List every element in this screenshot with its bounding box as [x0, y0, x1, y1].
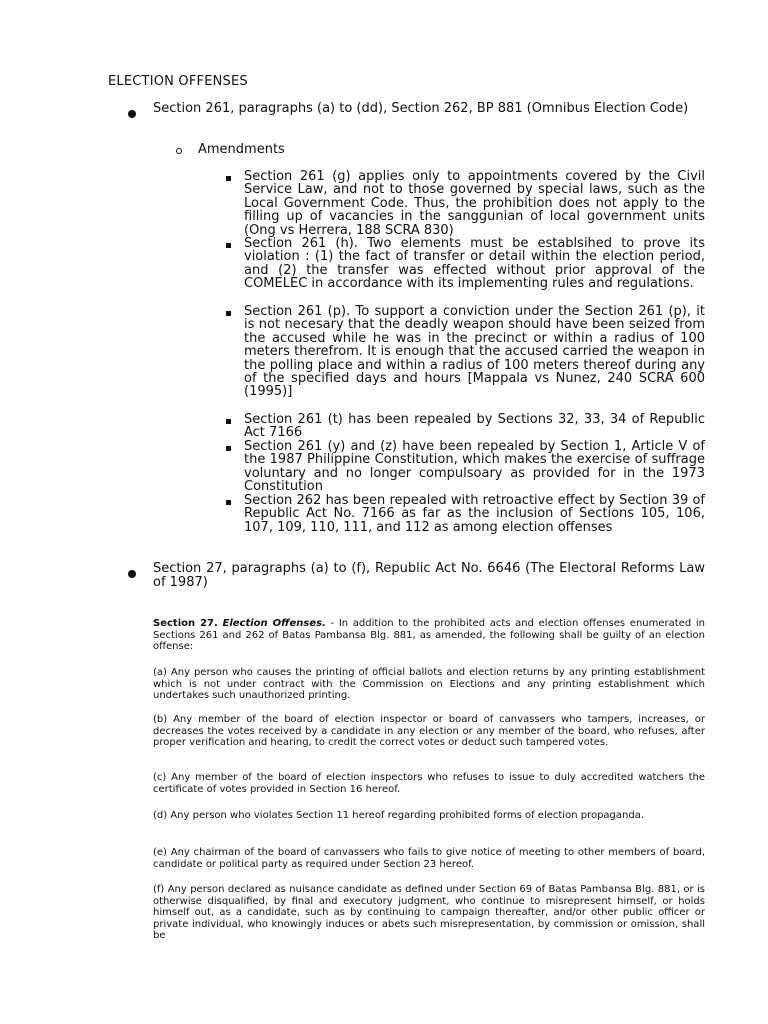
section27-item-b: (b) Any member of the board of election inspector or board of canvassers who tampers, increases, or decreases the votes received by a candidate in any election or any member of the board, who refuses, after proper verification and hearing, to credit the correct votes or deduct such tampered votes.	[153, 714, 705, 749]
section27-item-f: (f) Any person declared as nuisance candidate as defined under Section 69 of Batas Pambansa Blg. 881, or is otherwise disqualified, by final and executory judgment, who continue to misrepresent himself, or holds himself out, as a candidate, such as by continuing to campaign thereafter, and/or other public officer or private individual, who knowingly induces or abets such misrepresentation, by commission or omission, shall be	[153, 884, 705, 942]
section27-title: Election Offenses.	[222, 618, 326, 629]
bullet-square	[226, 500, 231, 505]
section27-item-d: (d) Any person who violates Section 11 hereof regarding prohibited forms of election propaganda.	[153, 810, 645, 821]
amendment-item: Section 261 (h). Two elements must be establsihed to prove its violation : (1) the fact of transfer or detail within the election period, and (2) the transfer was effected without prior approval of the COMELEC in accordance with its implementing rules and regulations.	[244, 236, 705, 292]
section27-item-e: (e) Any chairman of the board of canvassers who fails to give notice of meeting to other members of board, candidate or political party as required under Section 23 hereof.	[153, 847, 705, 870]
bullet-item-bp881: Section 261, paragraphs (a) to (dd), Section 262, BP 881 (Omnibus Election Code)	[153, 101, 689, 116]
section27-item-a: (a) Any person who causes the printing of official ballots and election returns by any printing establishment which is not under contract with the Commission on Elections and any printing establishment which undertakes such unauthorized printing.	[153, 667, 705, 702]
section27-item-c: (c) Any member of the board of election inspectors who refuses to issue to duly accredited watchers the certificate of votes provided in Section 16 hereof.	[153, 772, 705, 795]
bullet-square	[226, 176, 231, 181]
amendment-item: Section 261 (y) and (z) have been repealed by Section 1, Article V of the 1987 Philippine Constitution, which makes the exercise of suffrage voluntary and no longer compulsoary as provided for in the 1973 Constitution	[244, 439, 705, 495]
bullet-dot	[128, 110, 136, 118]
bullet-square	[226, 446, 231, 451]
amendments-label: Amendments	[198, 142, 285, 157]
section27-intro	[153, 618, 705, 653]
amendment-item: Section 262 has been repealed with retroactive effect by Section 39 of Republic Act No. 7166 as far as the inclusion of Sections 105, 106, 107, 109, 110, 111, and 112 as among election offenses	[244, 493, 705, 535]
bullet-square	[226, 419, 231, 424]
bullet-dot	[128, 570, 136, 578]
bullet-circle	[176, 148, 182, 154]
section27-intro-text: - In addition to the prohibited acts and election offenses enumerated in Sections 261 and 262 of Batas Pambansa Blg. 881, as amended, the following shall be guilty of an election offense:	[153, 618, 705, 653]
section27-label: Section 27.	[153, 618, 218, 629]
bullet-square	[226, 311, 231, 316]
amendment-item: Section 261 (p). To support a conviction under the Section 261 (p), it is not necesary that the deadly weapon should have been seized from the accused while he was in the precinct or within a radius of 100 meters therefrom. It is enough that the accused carried the weapon in the polling place and within a radius of 100 meters thereof during any of the specified days and hours [Mappala vs Nunez, 240 SCRA 600 (1995)]	[244, 304, 705, 400]
amendment-item: Section 261 (t) has been repealed by Sections 32, 33, 34 of Republic Act 7166	[244, 412, 705, 441]
bullet-square	[226, 243, 231, 248]
amendment-item: Section 261 (g) applies only to appointments covered by the Civil Service Law, and not to those governed by special laws, such as the Local Government Code. Thus, the prohibition does not apply to the filling up of vacancies in the sanggunian of local government units (Ong vs Herrera, 188 SCRA 830)	[244, 169, 705, 238]
bullet-item-ra6646: Section 27, paragraphs (a) to (f), Republic Act No. 6646 (The Electoral Reforms Law of 1987)	[153, 561, 705, 590]
page-heading: ELECTION OFFENSES	[108, 74, 248, 89]
